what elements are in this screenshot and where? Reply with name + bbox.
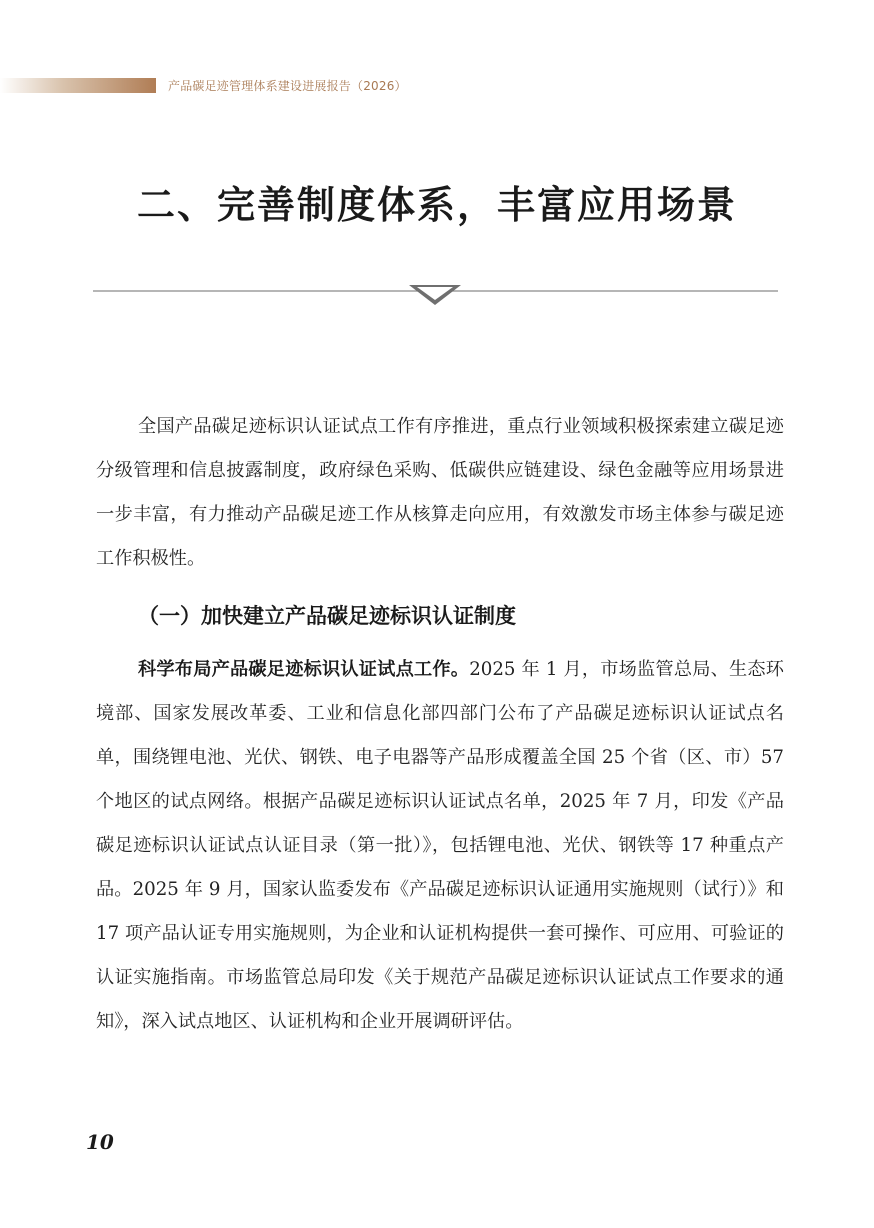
paragraph-body-text: 2025 年 1 月，市场监管总局、生态环境部、国家发展改革委、工业和信息化部四部门公布了产品碳足迹标识认证试点名单，围绕锂电池、光伏、钢铁、电子电器等产品形成覆盖全国 25 个省（区、市）57 个地区的试点网络。根据产品碳足迹标识认证试点名单，2025 年 7 月，印发《产品碳足迹标识认证试点认证目录（第一批）》，包括锂电池、光伏、钢铁等 17 种重点产品。2025 年 9 月，国家认监委发布《产品碳足迹标识认证通用实施规则（试行）》和 17 项产品认证专用实施规则，为企业和认证机构提供一套可操作、可应用、可验证的认证实施指南。市场监管总局印发《关于规范产品碳足迹标识认证试点工作要求的通知》，深入试点地区、认证机构和企业开展调研评估。	[96, 659, 784, 1032]
intro-paragraph: 全国产品碳足迹标识认证试点工作有序推进，重点行业领域积极探索建立碳足迹分级管理和信息披露制度，政府绿色采购、低碳供应链建设、绿色金融等应用场景进一步丰富，有力推动产品碳足迹工作从核算走向应用，有效激发市场主体参与碳足迹工作积极性。	[96, 416, 784, 569]
running-header: 产品碳足迹管理体系建设进展报告（2026）	[168, 79, 407, 93]
section-body-paragraph	[96, 648, 784, 1044]
header-decorative-bar	[0, 78, 156, 93]
chapter-title: 二、完善制度体系，丰富应用场景	[136, 182, 737, 227]
title-divider	[93, 283, 778, 309]
page-number: 10	[86, 1130, 114, 1154]
section-heading: （一）加快建立产品碳足迹标识认证制度	[138, 603, 516, 628]
paragraph-lead-phrase: 科学布局产品碳足迹标识认证试点工作。	[138, 659, 470, 680]
